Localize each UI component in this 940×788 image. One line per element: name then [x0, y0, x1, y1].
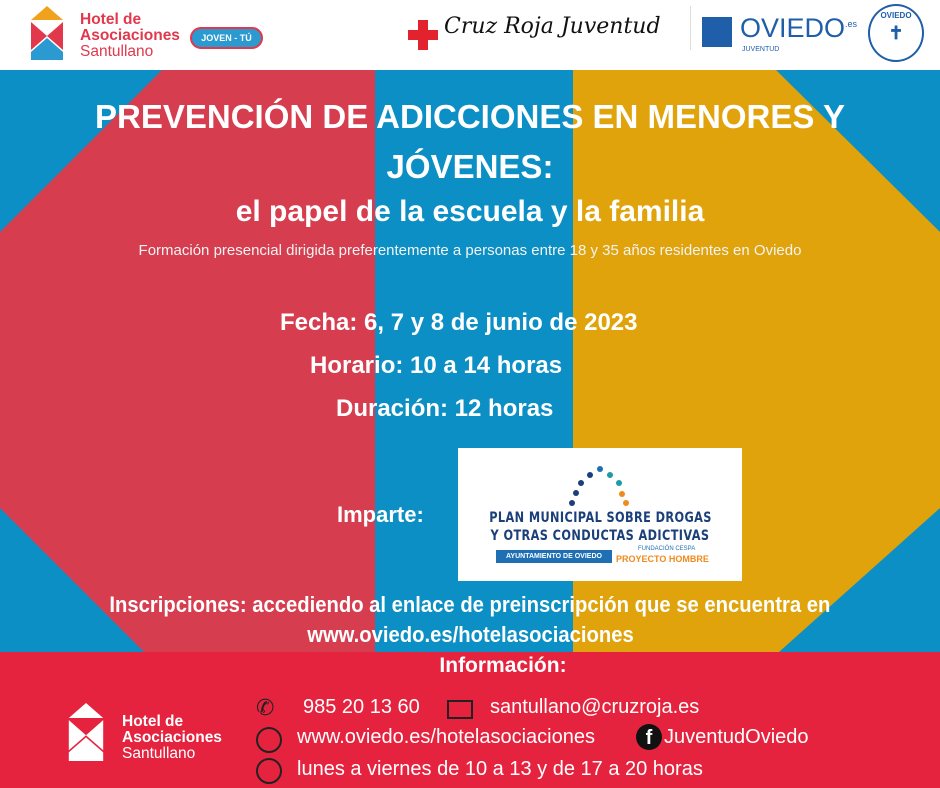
duracion: Duración: 12 horas: [336, 395, 554, 422]
hotel-logo-line3: Santullano: [80, 43, 154, 60]
ayuntamiento-label: AYUNTAMIENTO DE OVIEDO: [496, 550, 612, 563]
plan-municipal-logo: [458, 448, 742, 581]
clock-icon: [256, 758, 282, 784]
people-fan-icon: [568, 466, 632, 506]
facebook-icon: f: [636, 724, 662, 750]
inscripciones-block: [0, 590, 940, 650]
hotel-logo-line2: Asociaciones: [80, 27, 180, 44]
red-cross-icon: [408, 20, 438, 50]
hotel-logo-text: [80, 12, 180, 60]
phone-number[interactable]: 985 20 13 60: [303, 696, 420, 718]
header-logos: [0, 0, 940, 70]
footer-logo-line3: Santullano: [122, 745, 196, 762]
oviedo-shield-icon: [702, 17, 732, 47]
hotel-logo-icon: [27, 6, 67, 60]
horario: Horario: 10 a 14 horas: [310, 352, 563, 379]
fecha: Fecha: 6, 7 y 8 de junio de 2023: [280, 309, 638, 336]
oviedo-suffix: .es: [845, 19, 858, 29]
fundacion-label: FUNDACIÓN CESPA: [638, 546, 696, 552]
website-link[interactable]: www.oviedo.es/hotelasociaciones: [297, 726, 595, 748]
hotel-logo-white-icon: [63, 703, 109, 761]
facebook-handle[interactable]: JuventudOviedo: [664, 726, 809, 748]
cruz-roja-logo: Cruz Roja Juventud: [444, 14, 661, 39]
oviedo-name: OVIEDO: [740, 13, 846, 43]
footer-logo-line1: Hotel de: [122, 713, 184, 730]
footer-hotel-logo-text: [122, 714, 222, 762]
proyecto-hombre-label: PROYECTO HOMBRE: [616, 554, 709, 564]
opening-hours: lunes a viernes de 10 a 13 y de 17 a 20 horas: [297, 758, 703, 780]
globe-icon: [256, 727, 282, 753]
divider: [690, 6, 691, 50]
inscripciones-url[interactable]: www.oviedo.es/hotelasociaciones: [306, 622, 634, 647]
page-title: PREVENCIÓN DE ADICCIONES EN MENORES Y JÓVENES:: [95, 98, 845, 185]
oviedo-seal: [868, 4, 924, 62]
title-block: [0, 92, 940, 259]
audience-note: Formación presencial dirigida preferentemente a personas entre 18 y 35 años residentes en Oviedo: [138, 242, 802, 259]
oviedo-logo: [740, 13, 857, 44]
inscripciones-text: Inscripciones: accediendo al enlace de preinscripción que se encuentra en: [109, 592, 831, 617]
plan-line1: PLAN MUNICIPAL SOBRE DROGAS: [489, 510, 712, 526]
info-heading: Información:: [439, 654, 567, 677]
mail-icon: [447, 700, 473, 719]
email-address[interactable]: santullano@cruzroja.es: [490, 696, 700, 718]
phone-icon: ✆: [256, 695, 275, 720]
plan-line2: Y OTRAS CONDUCTAS ADICTIVAS: [490, 528, 710, 544]
joven-tu-badge: JOVEN - TÚ: [190, 27, 263, 49]
footer-info: [0, 652, 940, 788]
cross-icon: ✝: [888, 23, 904, 43]
imparte-label: Imparte:: [337, 502, 424, 527]
seal-text: OVIEDO: [880, 11, 912, 20]
oviedo-sub: JUVENTUD: [742, 46, 780, 53]
subtitle: el papel de la escuela y la familia: [235, 195, 705, 228]
footer-logo-line2: Asociaciones: [122, 729, 222, 746]
hotel-logo-line1: Hotel de: [80, 11, 142, 28]
